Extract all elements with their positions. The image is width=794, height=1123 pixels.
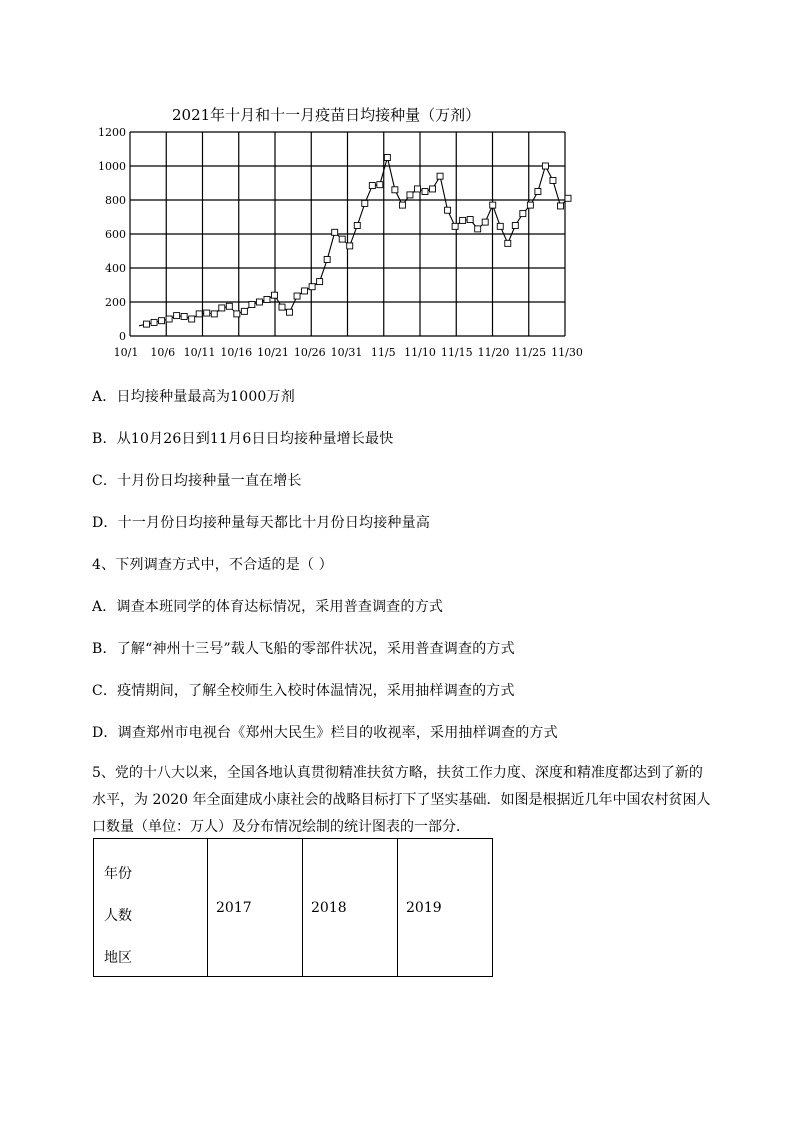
data-point — [294, 293, 300, 299]
question-5-stem — [92, 760, 772, 841]
data-point — [384, 155, 390, 161]
y-tick-label: 200 — [105, 296, 126, 309]
data-point — [377, 182, 383, 188]
data-point — [430, 186, 436, 192]
data-point — [497, 223, 503, 229]
series-line — [139, 158, 568, 326]
y-tick-label: 400 — [105, 262, 126, 275]
question-5-line-1: 5、党的十八大以来，全国各地认真贯彻精准扶贫方略，扶贫工作力度、深度和精准度都达到了新的 — [92, 765, 703, 781]
data-point — [204, 310, 210, 316]
data-point — [234, 311, 240, 317]
data-point — [309, 284, 315, 290]
data-point — [241, 308, 247, 314]
data-point — [369, 183, 375, 189]
data-point — [482, 219, 488, 225]
data-point — [407, 192, 413, 198]
data-point — [437, 173, 443, 179]
data-point — [452, 223, 458, 229]
data-point — [542, 163, 548, 169]
data-point — [347, 243, 353, 249]
option-q3-b: B．从10月26日到11月6日日均接种量增长最快 — [92, 431, 394, 447]
y-tick-label: 800 — [105, 194, 126, 207]
line-chart — [98, 100, 600, 365]
data-point — [271, 292, 277, 298]
option-q4-a: A．调查本班同学的体育达标情况，采用普查调查的方式 — [92, 599, 444, 615]
data-point — [159, 318, 165, 324]
data-point — [490, 202, 496, 208]
option-q3-d: D．十一月份日均接种量每天都比十月份日均接种量高 — [92, 515, 431, 531]
data-point — [264, 296, 270, 302]
data-point — [249, 302, 255, 308]
data-point — [339, 236, 345, 242]
x-tick-label: 10/1 — [113, 346, 139, 359]
poverty-table — [93, 838, 493, 977]
data-point — [550, 177, 556, 183]
y-tick-label: 600 — [105, 228, 126, 241]
data-point — [189, 316, 195, 322]
x-tick-label: 10/16 — [220, 346, 253, 359]
data-point — [535, 189, 541, 195]
data-point — [399, 202, 405, 208]
year-cell-2018: 2018 — [303, 839, 398, 977]
data-point — [565, 195, 571, 201]
header-label-region: 地区 — [104, 950, 132, 966]
question-5-line-2: 水平，为 2020 年全面建成小康社会的战略目标打下了坚实基础．如图是根据近几年中国农村贫困人 — [92, 792, 711, 808]
data-point — [362, 200, 368, 206]
data-point — [422, 189, 428, 195]
chart-svg — [98, 100, 600, 365]
data-point — [166, 316, 172, 322]
x-tick-label: 10/26 — [293, 346, 326, 359]
option-q3-c: C．十月份日均接种量一直在增长 — [92, 473, 302, 489]
question-5-line-3: 口数量（单位：万人）及分布情况绘制的统计图表的一部分． — [92, 819, 470, 835]
data-point — [256, 299, 262, 305]
y-tick-label: 1200 — [98, 126, 126, 139]
data-point — [219, 305, 225, 311]
data-point — [505, 240, 511, 246]
option-q3-a: A．日均接种量最高为1000万剂 — [92, 389, 295, 405]
data-point — [279, 304, 285, 310]
x-tick-label: 11/10 — [404, 346, 436, 359]
x-tick-label: 11/20 — [477, 346, 510, 359]
data-point — [181, 313, 187, 319]
data-point — [512, 223, 518, 229]
y-tick-label: 0 — [119, 330, 126, 343]
y-tick-label: 1000 — [98, 160, 126, 173]
data-point — [302, 288, 308, 294]
option-q4-b: B．了解“神州十三号”载人飞船的零部件状况，采用普查调查的方式 — [92, 641, 515, 657]
data-point — [174, 313, 180, 319]
data-point — [557, 203, 563, 209]
question-4-stem: 4、下列调查方式中，不合适的是（ ） — [92, 557, 333, 573]
data-point — [414, 186, 420, 192]
x-tick-label: 10/6 — [150, 346, 176, 359]
data-point — [475, 226, 481, 232]
data-point — [324, 257, 330, 263]
chart-title: 2021年十月和十一月疫苗日均接种量（万剂） — [172, 106, 481, 124]
data-point — [354, 223, 360, 229]
option-q4-d: D．调查郑州市电视台《郑州大民生》栏目的收视率，采用抽样调查的方式 — [92, 725, 558, 741]
x-tick-label: 10/11 — [183, 346, 216, 359]
table-row — [94, 839, 493, 977]
x-tick-label: 10/21 — [257, 346, 289, 359]
data-point — [144, 321, 150, 327]
option-q4-c: C．疫情期间，了解全校师生入校时体温情况，采用抽样调查的方式 — [92, 683, 515, 699]
x-tick-label: 10/31 — [330, 346, 363, 359]
data-point — [467, 217, 473, 223]
data-point — [527, 202, 533, 208]
data-point — [226, 303, 232, 309]
table-header-cell — [94, 839, 208, 977]
header-label-count: 人数 — [104, 908, 132, 924]
data-point — [151, 319, 157, 325]
data-point — [196, 311, 202, 317]
data-point — [287, 309, 293, 315]
header-label-year: 年份 — [104, 866, 132, 882]
data-point — [332, 229, 338, 235]
data-point — [520, 211, 526, 217]
x-tick-label: 11/15 — [440, 346, 473, 359]
data-point — [392, 187, 398, 193]
data-point — [211, 311, 217, 317]
x-tick-label: 11/30 — [551, 346, 583, 359]
year-cell-2017: 2017 — [208, 839, 303, 977]
data-point — [445, 207, 451, 213]
year-cell-2019: 2019 — [398, 839, 493, 977]
x-tick-label: 11/5 — [370, 346, 396, 359]
data-point — [460, 217, 466, 223]
x-tick-label: 11/25 — [514, 346, 547, 359]
data-point — [317, 279, 323, 285]
